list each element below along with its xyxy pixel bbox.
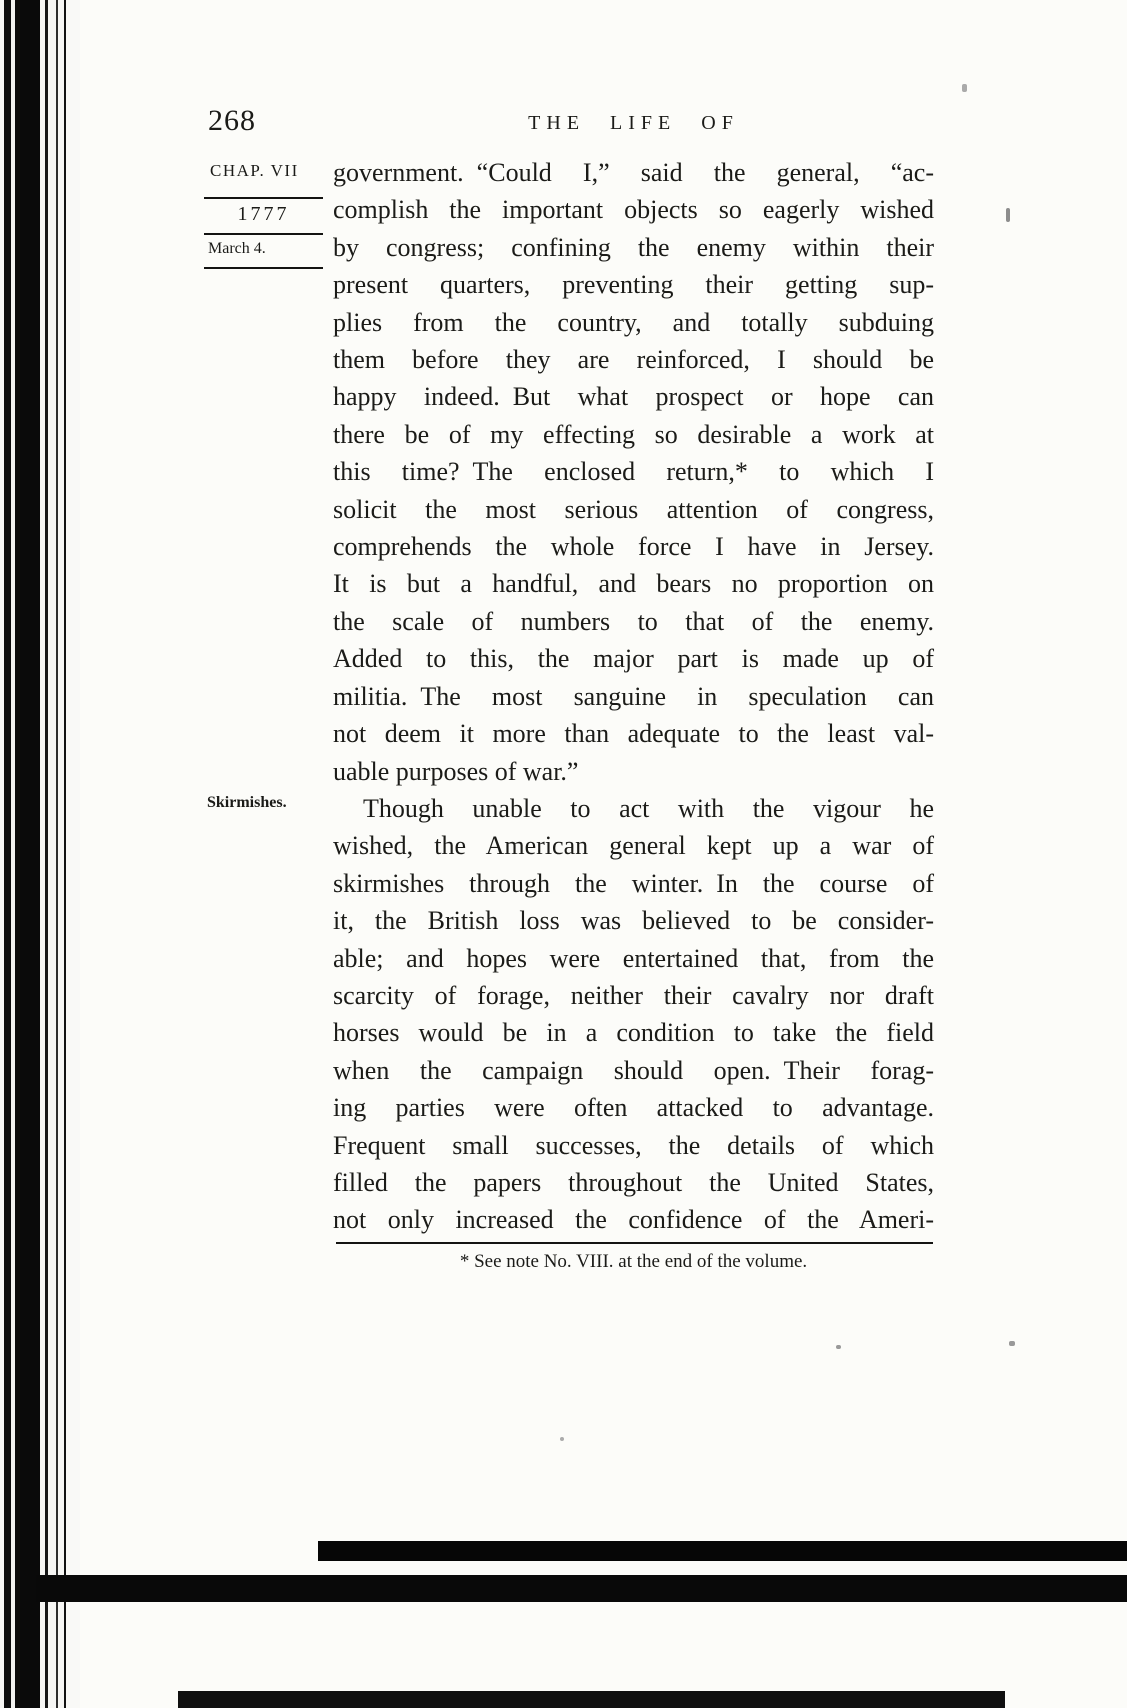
text-line: ing parties were often attacked to advantage. (333, 1093, 934, 1123)
text-line: uable purposes of war.” (333, 756, 579, 786)
text-line: militia. The most sanguine in speculation can (333, 681, 934, 711)
text-line: by congress; confining the enemy within their (333, 232, 934, 262)
margin-rule (204, 197, 323, 199)
text-line: skirmishes through the winter. In the course of (333, 868, 934, 898)
scan-speck (1009, 1341, 1015, 1346)
text-line: there be of my effecting so desirable a work at (333, 419, 934, 449)
text-line: not deem it more than adequate to the least val- (333, 719, 934, 749)
text-line: plies from the country, and totally subduing (333, 307, 934, 337)
text-line: solicit the most serious attention of congress, (333, 494, 934, 524)
text-line: this time? The enclosed return,* to which I (333, 457, 934, 487)
margin-rule (204, 233, 323, 235)
text-line: happy indeed. But what prospect or hope can (333, 382, 934, 412)
text-line: complish the important objects so eagerly wished (333, 195, 934, 225)
margin-year-label: 1777 (237, 203, 290, 225)
text-line: present quarters, preventing their getting sup- (333, 270, 934, 300)
scan-speck (560, 1437, 564, 1441)
scan-binding-gutter (0, 0, 80, 1708)
text-line: able; and hopes were entertained that, from the (333, 943, 934, 973)
margin-note-skirmishes: Skirmishes. (207, 794, 287, 811)
text-line: wished, the American general kept up a war of (333, 831, 934, 861)
text-line: comprehends the whole force I have in Jersey. (333, 532, 934, 562)
text-line: Added to this, the major part is made up of (333, 644, 934, 674)
scan-speck (1006, 208, 1010, 222)
text-line: the scale of numbers to that of the enemy. (333, 606, 934, 636)
footnote-rule (336, 1242, 933, 1244)
running-head: THE LIFE OF (528, 112, 739, 134)
page-number: 268 (208, 104, 256, 137)
scan-bar-bottom (178, 1691, 1005, 1708)
text-line: Frequent small successes, the details of which (333, 1130, 934, 1160)
text-line: them before they are reinforced, I should be (333, 345, 934, 375)
text-line: when the campaign should open. Their forag- (333, 1055, 934, 1085)
body-text (333, 154, 934, 1239)
text-line: government. “Could I,” said the general, “ac- (333, 158, 934, 187)
text-line: not only increased the confidence of the Ameri- (333, 1205, 934, 1235)
scan-speck (836, 1345, 841, 1349)
margin-chapter-label: CHAP. VII (210, 161, 299, 180)
text-line-paragraph-start: Though unable to act with the vigour he (363, 793, 934, 823)
footnote-text: * See note No. VIII. at the end of the volume. (459, 1251, 808, 1272)
text-line: filled the papers throughout the United States, (333, 1167, 934, 1197)
margin-date-label: March 4. (208, 240, 266, 257)
scan-bar-full (36, 1575, 1127, 1602)
text-line: It is but a handful, and bears no proportion on (333, 569, 934, 599)
text-line: horses would be in a condition to take the field (333, 1018, 934, 1048)
scan-speck (962, 84, 967, 92)
scan-bar-right (318, 1541, 1127, 1561)
margin-rule (204, 267, 323, 269)
text-line: it, the British loss was believed to be consider- (333, 906, 934, 936)
text-line: scarcity of forage, neither their cavalry nor draft (333, 980, 934, 1010)
